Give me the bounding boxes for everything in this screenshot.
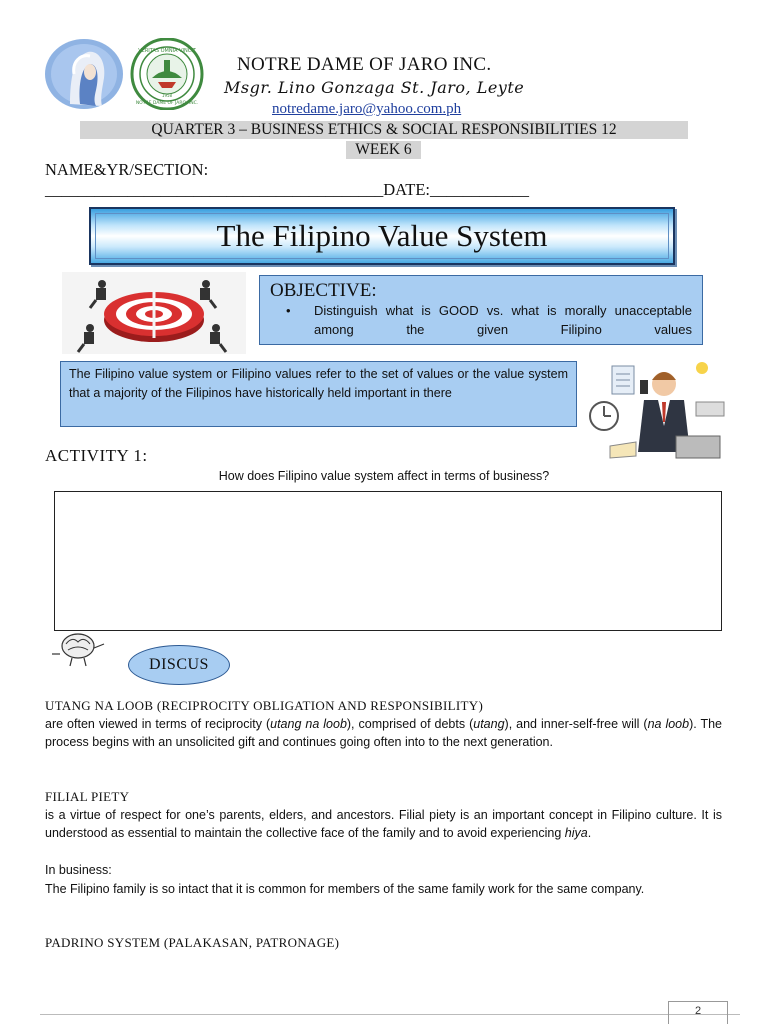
objective-heading: OBJECTIVE: <box>270 280 377 301</box>
objective-box <box>259 275 703 345</box>
text-run: . <box>587 826 592 841</box>
text-run-italic: utang na loob <box>270 717 347 731</box>
text-run: are often viewed in terms of reciprocity ( <box>45 717 271 731</box>
paragraph-filial-piety <box>45 806 722 843</box>
svg-text:NOTRE DAME OF JARO, INC.: NOTRE DAME OF JARO, INC. <box>135 101 199 106</box>
discus-label: DISCUS <box>128 645 230 685</box>
text-run-italic: hiya <box>564 826 588 841</box>
page-number: 2 <box>668 1001 728 1024</box>
date-field-line: _________________________________________DATE:____________ <box>45 180 529 199</box>
multitasking-businessman-illustration <box>584 356 740 464</box>
text-run-italic: utang <box>473 717 505 731</box>
name-field-label: NAME&YR/SECTION: <box>45 160 209 179</box>
school-seal-logo <box>128 38 206 110</box>
paragraph-utang-na-loob <box>45 715 722 752</box>
week-heading: WEEK 6 <box>346 141 421 159</box>
text-run-italic: na loob <box>647 717 690 731</box>
answer-textbox[interactable] <box>54 491 722 631</box>
svg-text:1958: 1958 <box>161 93 173 98</box>
brain-icon <box>48 630 110 668</box>
school-email-link[interactable]: notredame.jaro@yahoo.com.ph <box>272 101 462 117</box>
in-business-label: In business: <box>45 863 112 877</box>
school-name: NOTRE DAME OF JARO INC. <box>237 54 492 75</box>
text-run: ), and inner-self-free will ( <box>504 717 648 731</box>
text-run: ), comprised of debts ( <box>346 717 474 731</box>
bullet-icon: • <box>286 303 291 318</box>
objective-text: Distinguish what is GOOD vs. what is morally unacceptable among the given Filipino values <box>314 303 692 337</box>
section-heading-filial-piety: FILIAL PIETY <box>45 789 130 804</box>
section-heading-utang-na-loob: UTANG NA LOOB (RECIPROCITY OBLIGATION AND RESPONSIBILITY) <box>45 698 484 713</box>
title-banner <box>89 207 675 265</box>
definition-text: The Filipino value system or Filipino values refer to the set of values or the value system that a majority of the Filipinos have historically held important in there <box>69 367 568 400</box>
section-heading-padrino-system: PADRINO SYSTEM (PALAKASAN, PATRONAGE) <box>45 935 340 950</box>
quarter-heading: QUARTER 3 – BUSINESS ETHICS & SOCIAL RESPONSIBILITIES 12 <box>80 121 688 139</box>
activity-heading: ACTIVITY 1: <box>45 446 148 465</box>
text-run: is a virtue of respect for one’s parents, elders, and ancestors. Filial piety is an important concept in Filipino culture. It is understood as essential to maintain the collective face of the family and to avoid experiencing <box>45 808 722 841</box>
target-teamwork-illustration <box>62 272 246 354</box>
definition-box <box>60 361 577 427</box>
text-run: ). The process begins with an unsolicited gift and continues going often into to the next generation. <box>45 717 723 750</box>
school-address: Msgr. Lino Gonzaga St. Jaro, Leyte <box>224 78 525 97</box>
madonna-logo <box>44 38 124 110</box>
objective-item <box>286 301 692 339</box>
footer-rule <box>40 1014 740 1015</box>
paragraph-in-business: The Filipino family is so intact that it is common for members of the same family work for the same company. <box>45 882 645 896</box>
page-title: The Filipino Value System <box>216 218 548 253</box>
activity-question: How does Filipino value system affect in terms of business? <box>218 469 550 483</box>
svg-text:VERITAS OMNIA VINCIT: VERITAS OMNIA VINCIT <box>138 48 196 54</box>
